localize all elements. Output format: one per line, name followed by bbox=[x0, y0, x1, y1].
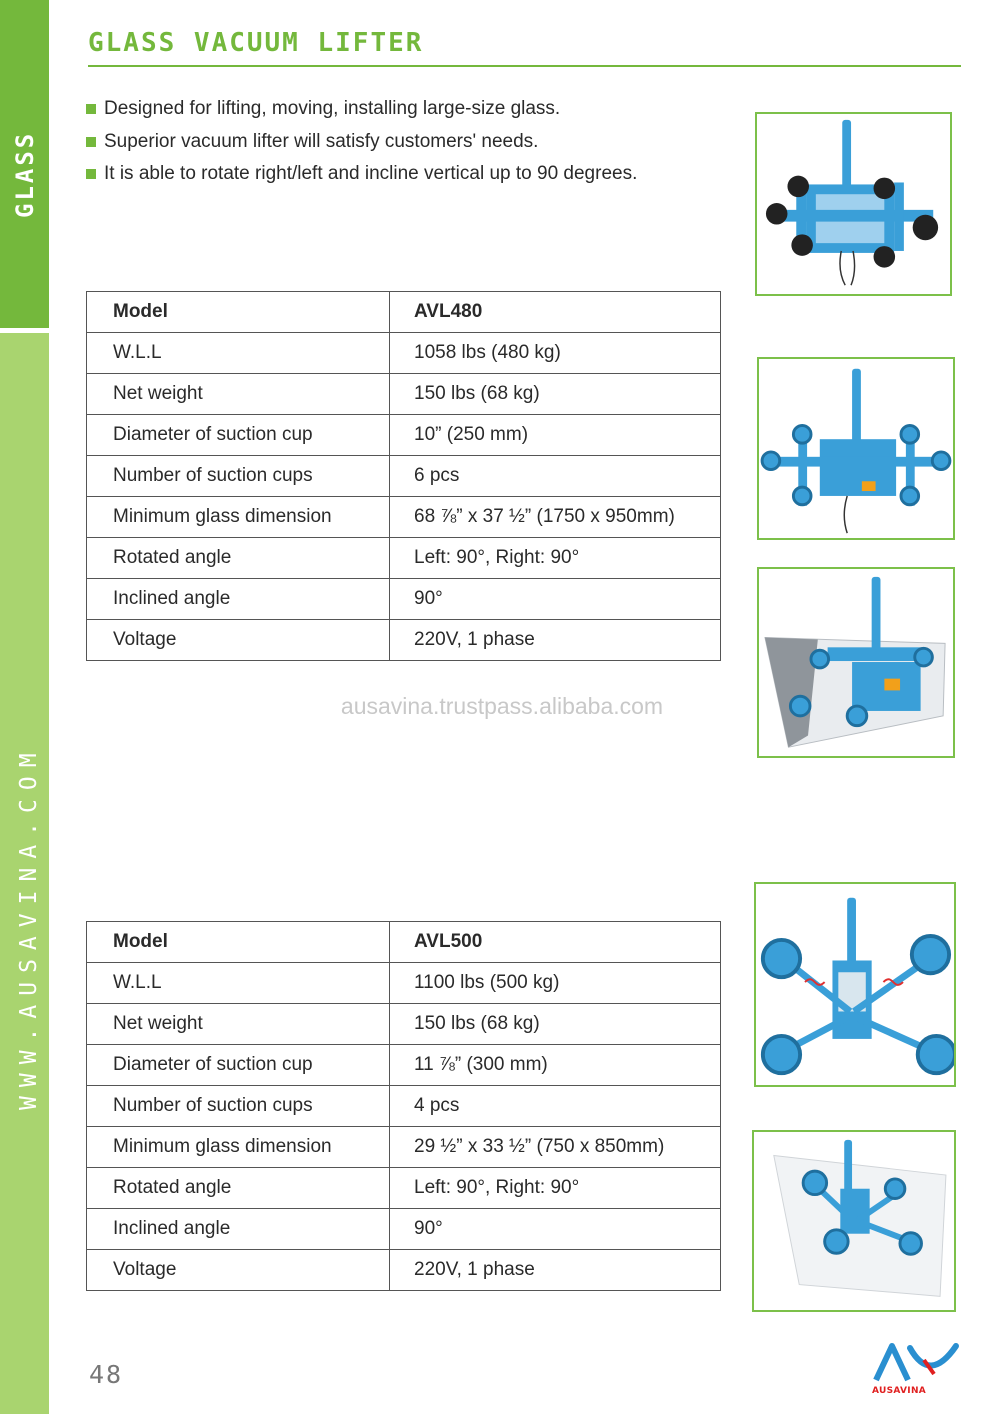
watermark: ausavina.trustpass.alibaba.com bbox=[340, 693, 664, 719]
spec-table-avl480 bbox=[86, 291, 721, 661]
row-value: 1100 lbs (500 kg) bbox=[390, 963, 721, 1004]
table-row bbox=[87, 456, 721, 497]
row-value: 220V, 1 phase bbox=[390, 1250, 721, 1291]
row-value: 150 lbs (68 kg) bbox=[390, 374, 721, 415]
vacuum-lifter-6cup-illustration bbox=[759, 359, 953, 538]
row-label: Voltage bbox=[87, 1250, 390, 1291]
table-row bbox=[87, 1127, 721, 1168]
row-label: W.L.L bbox=[87, 333, 390, 374]
feature-list bbox=[86, 93, 646, 191]
row-value: Left: 90°, Right: 90° bbox=[390, 1168, 721, 1209]
row-value: 68 ⅞” x 37 ½” (1750 x 950mm) bbox=[390, 497, 721, 538]
table-row bbox=[87, 1250, 721, 1291]
row-value: 10” (250 mm) bbox=[390, 415, 721, 456]
feature-item: Superior vacuum lifter will satisfy customers' needs. bbox=[86, 126, 646, 159]
row-value: 11 ⅞” (300 mm) bbox=[390, 1045, 721, 1086]
sidebar-website: WWW.AUSAVINA.COM bbox=[16, 744, 42, 1110]
row-value: Left: 90°, Right: 90° bbox=[390, 538, 721, 579]
table-row bbox=[87, 1168, 721, 1209]
product-photo-avl500-glass bbox=[752, 1130, 956, 1312]
row-label: Rotated angle bbox=[87, 538, 390, 579]
table-header-row bbox=[87, 922, 721, 963]
table-row bbox=[87, 415, 721, 456]
sidebar-section-label: GLASS bbox=[11, 130, 39, 218]
bullet-square-icon bbox=[86, 137, 96, 147]
feature-item: Designed for lifting, moving, installing large-size glass. bbox=[86, 93, 646, 126]
row-label: Diameter of suction cup bbox=[87, 415, 390, 456]
product-photo-avl480-front bbox=[755, 112, 952, 296]
header-label: Model bbox=[87, 922, 390, 963]
product-photo-avl480-side bbox=[757, 357, 955, 540]
title-divider bbox=[88, 65, 961, 67]
product-photo-avl500-front bbox=[754, 882, 956, 1087]
table-row bbox=[87, 963, 721, 1004]
row-value: 90° bbox=[390, 1209, 721, 1250]
header-value: AVL480 bbox=[390, 292, 721, 333]
table-row bbox=[87, 1004, 721, 1045]
page-title: GLASS VACUUM LIFTER bbox=[88, 28, 424, 58]
table-row bbox=[87, 620, 721, 661]
product-photo-avl480-glass bbox=[757, 567, 955, 758]
row-value: 6 pcs bbox=[390, 456, 721, 497]
table-row bbox=[87, 374, 721, 415]
row-label: Minimum glass dimension bbox=[87, 1127, 390, 1168]
vacuum-lifter-6cup-illustration bbox=[757, 114, 950, 294]
row-value: 220V, 1 phase bbox=[390, 620, 721, 661]
row-value: 1058 lbs (480 kg) bbox=[390, 333, 721, 374]
row-label: Voltage bbox=[87, 620, 390, 661]
table-row bbox=[87, 333, 721, 374]
table-row bbox=[87, 1045, 721, 1086]
row-label: Net weight bbox=[87, 1004, 390, 1045]
row-label: Inclined angle bbox=[87, 579, 390, 620]
table-row bbox=[87, 538, 721, 579]
row-value: 90° bbox=[390, 579, 721, 620]
spec-table-avl500 bbox=[86, 921, 721, 1291]
vacuum-lifter-with-glass-illustration bbox=[759, 569, 953, 756]
vacuum-lifter-4cup-illustration bbox=[756, 884, 954, 1085]
vacuum-lifter-4cup-with-glass-illustration bbox=[754, 1132, 954, 1310]
row-value: 29 ½” x 33 ½” (750 x 850mm) bbox=[390, 1127, 721, 1168]
bullet-square-icon bbox=[86, 104, 96, 114]
logo-text: AUSAVINA bbox=[872, 1386, 927, 1396]
row-value: 150 lbs (68 kg) bbox=[390, 1004, 721, 1045]
table-row bbox=[87, 1209, 721, 1250]
header-label: Model bbox=[87, 292, 390, 333]
ausavina-logo bbox=[870, 1340, 962, 1398]
row-label: Inclined angle bbox=[87, 1209, 390, 1250]
row-label: Net weight bbox=[87, 374, 390, 415]
table-row bbox=[87, 497, 721, 538]
row-label: Rotated angle bbox=[87, 1168, 390, 1209]
row-value: 4 pcs bbox=[390, 1086, 721, 1127]
table-header-row bbox=[87, 292, 721, 333]
table-row bbox=[87, 579, 721, 620]
ausavina-logo-mark-icon bbox=[870, 1340, 962, 1386]
header-value: AVL500 bbox=[390, 922, 721, 963]
row-label: Number of suction cups bbox=[87, 1086, 390, 1127]
row-label: Minimum glass dimension bbox=[87, 497, 390, 538]
table-row bbox=[87, 1086, 721, 1127]
row-label: Diameter of suction cup bbox=[87, 1045, 390, 1086]
row-label: Number of suction cups bbox=[87, 456, 390, 497]
page-number: 48 bbox=[89, 1360, 124, 1389]
bullet-square-icon bbox=[86, 169, 96, 179]
row-label: W.L.L bbox=[87, 963, 390, 1004]
feature-item: It is able to rotate right/left and incline vertical up to 90 degrees. bbox=[86, 158, 646, 191]
